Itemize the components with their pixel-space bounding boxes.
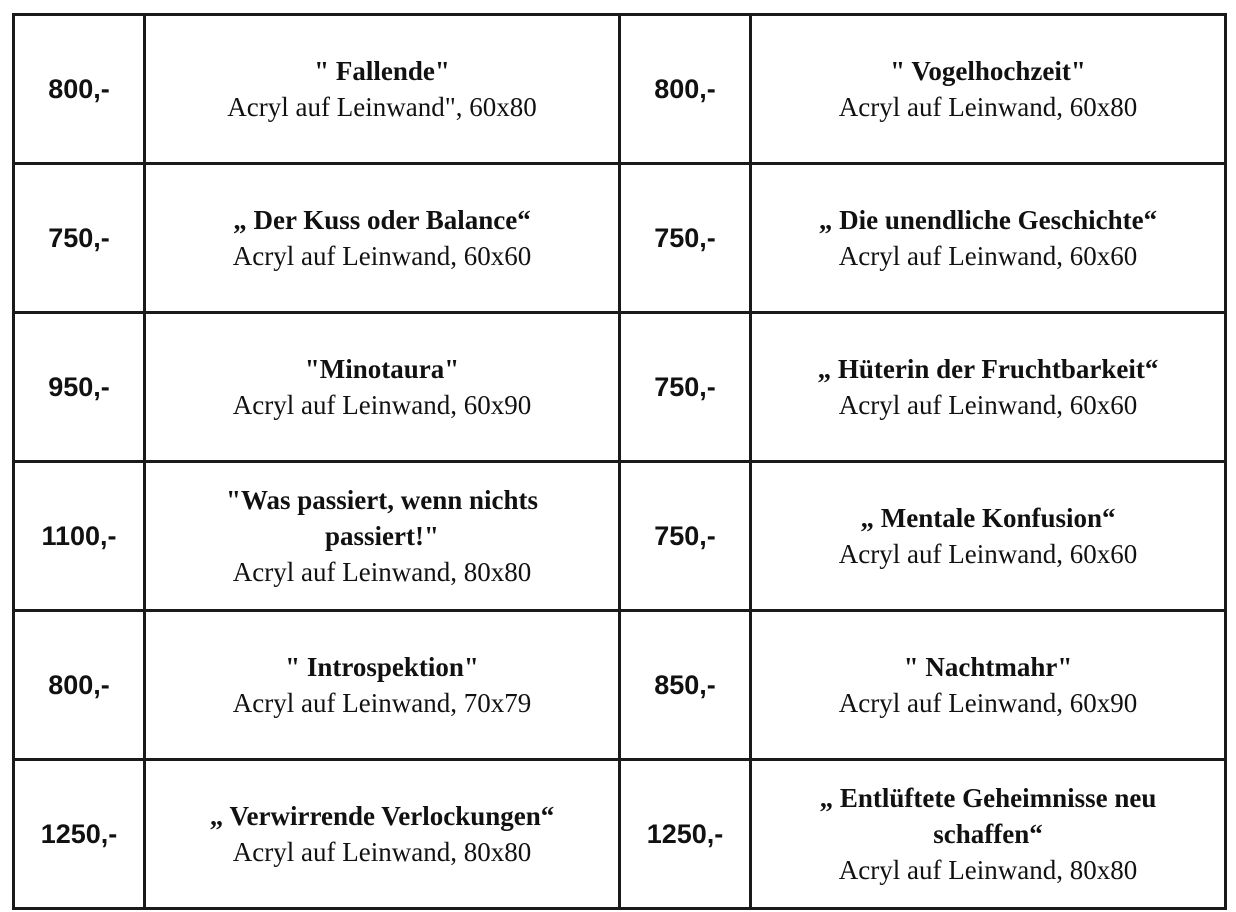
price-cell bbox=[620, 15, 751, 164]
table-row bbox=[14, 611, 1226, 760]
artwork-title: " Nachtmahr" bbox=[903, 652, 1073, 682]
artwork-title: „ Der Kuss oder Balance“ bbox=[233, 205, 531, 235]
price-cell bbox=[14, 462, 145, 611]
price: 800,- bbox=[48, 73, 110, 104]
artwork-medium: Acryl auf Leinwand, 70x79 bbox=[232, 688, 532, 718]
price: 1250,- bbox=[40, 818, 118, 849]
artwork-medium: Acryl auf Leinwand, 80x80 bbox=[232, 557, 532, 587]
artwork-medium: Acryl auf Leinwand, 80x80 bbox=[232, 837, 532, 867]
price: 950,- bbox=[48, 371, 110, 402]
artwork-title: " Introspektion" bbox=[285, 652, 479, 682]
artwork-title: „ Mentale Konfusion“ bbox=[860, 503, 1116, 533]
table-row bbox=[14, 462, 1226, 611]
artwork-cell bbox=[145, 15, 620, 164]
artwork-price-table bbox=[12, 13, 1227, 910]
artwork-medium: Acryl auf Leinwand, 60x90 bbox=[232, 390, 532, 420]
table-row bbox=[14, 760, 1226, 909]
artwork-medium: Acryl auf Leinwand", 60x80 bbox=[227, 92, 537, 122]
price-cell bbox=[620, 164, 751, 313]
price: 800,- bbox=[48, 669, 110, 700]
artwork-medium: Acryl auf Leinwand, 60x80 bbox=[838, 92, 1138, 122]
table-row bbox=[14, 313, 1226, 462]
price-cell bbox=[620, 462, 751, 611]
price-cell bbox=[14, 15, 145, 164]
artwork-cell bbox=[145, 760, 620, 909]
price: 800,- bbox=[654, 73, 716, 104]
artwork-title: " Vogelhochzeit" bbox=[890, 56, 1086, 86]
price: 750,- bbox=[48, 222, 110, 253]
artwork-title: "Minotaura" bbox=[304, 354, 460, 384]
table-row bbox=[14, 164, 1226, 313]
price-cell bbox=[620, 611, 751, 760]
artwork-title: "Was passiert, wenn nichts passiert!" bbox=[225, 485, 539, 551]
artwork-medium: Acryl auf Leinwand, 60x60 bbox=[838, 390, 1138, 420]
artwork-cell bbox=[751, 462, 1226, 611]
price: 750,- bbox=[654, 520, 716, 551]
artwork-medium: Acryl auf Leinwand, 60x60 bbox=[232, 241, 532, 271]
price-cell bbox=[620, 313, 751, 462]
artwork-cell bbox=[145, 164, 620, 313]
table-row bbox=[14, 15, 1226, 164]
price-cell bbox=[14, 164, 145, 313]
price: 1250,- bbox=[646, 818, 724, 849]
artwork-medium: Acryl auf Leinwand, 80x80 bbox=[838, 855, 1138, 885]
price: 750,- bbox=[654, 222, 716, 253]
price: 1100,- bbox=[41, 520, 117, 551]
artwork-title: " Fallende" bbox=[314, 56, 450, 86]
artwork-cell bbox=[751, 760, 1226, 909]
artwork-medium: Acryl auf Leinwand, 60x90 bbox=[838, 688, 1138, 718]
price-cell bbox=[14, 760, 145, 909]
artwork-cell bbox=[145, 611, 620, 760]
price: 750,- bbox=[654, 371, 716, 402]
artwork-medium: Acryl auf Leinwand, 60x60 bbox=[838, 241, 1138, 271]
artwork-title: „ Entlüftete Geheimnisse neu schaffen“ bbox=[819, 783, 1157, 849]
artwork-cell bbox=[145, 313, 620, 462]
artwork-cell bbox=[751, 313, 1226, 462]
artwork-cell bbox=[751, 164, 1226, 313]
price-cell bbox=[14, 611, 145, 760]
price-cell bbox=[14, 313, 145, 462]
artwork-cell bbox=[751, 15, 1226, 164]
artwork-title: „ Die unendliche Geschichte“ bbox=[818, 205, 1158, 235]
price-cell bbox=[620, 760, 751, 909]
artwork-medium: Acryl auf Leinwand, 60x60 bbox=[838, 539, 1138, 569]
artwork-cell bbox=[751, 611, 1226, 760]
price: 850,- bbox=[654, 669, 716, 700]
artwork-cell bbox=[145, 462, 620, 611]
artwork-title: „ Hüterin der Fruchtbarkeit“ bbox=[817, 354, 1159, 384]
artwork-title: „ Verwirrende Verlockungen“ bbox=[209, 801, 555, 831]
